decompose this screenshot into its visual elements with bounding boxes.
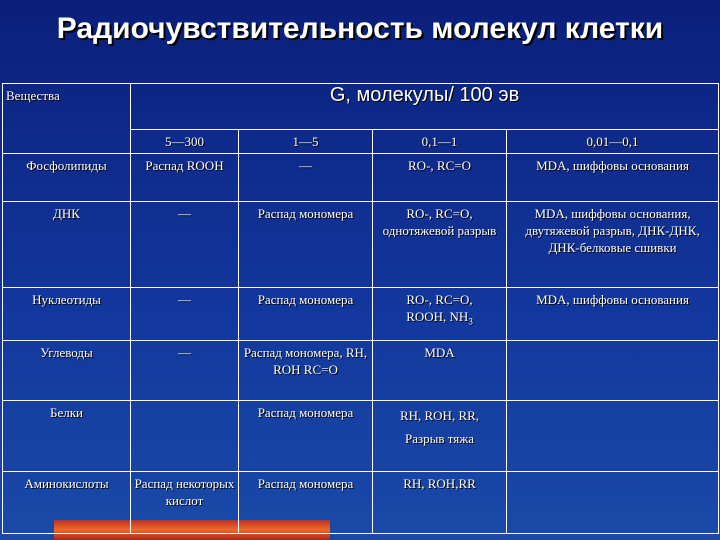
cell-col1: — [131,202,239,288]
subheader-4: 0,01—0,1 [507,130,719,154]
cell-col3 [373,401,507,472]
cell-col1: — [131,288,239,341]
subheader-1: 5—300 [131,130,239,154]
cell-col3-line1: RO-, RC=O, [406,292,473,307]
cell-col4: MDA, шиффовы основания [507,288,719,341]
cell-col2: Распад мономера [239,202,373,288]
table-row [3,341,719,401]
table-header-row [3,84,719,130]
cell-col3: RH, ROH,RR [373,472,507,534]
table-row [3,288,719,341]
row-substance: ДНК [3,202,131,288]
table-row [3,401,719,472]
cell-col3-line2: ROOH, NH [406,309,469,324]
corner-header: Вещества [3,84,131,154]
cell-col1: Распад ROOH [131,154,239,202]
table-row [3,202,719,288]
cell-col3: MDA [373,341,507,401]
cell-col3: RO-, RC=O [373,154,507,202]
cell-col4 [507,401,719,472]
row-substance: Нуклеотиды [3,288,131,341]
cell-col3-line2: Разрыв тяжа [405,431,474,446]
slide-title: Радиочувствительность молекул клетки [56,12,664,45]
radiosensitivity-table [2,83,719,534]
cell-col4 [507,341,719,401]
cell-col2: Распад мономера [239,401,373,472]
subheader-2: 1—5 [239,130,373,154]
subscript: 3 [468,316,473,327]
main-header: G, молекулы/ 100 эв [131,84,719,130]
cell-col3: RO-, RC=O, однотяжевой разрыв [373,202,507,288]
row-substance: Белки [3,401,131,472]
row-substance: Фосфолипиды [3,154,131,202]
table-row [3,472,719,534]
row-substance: Аминокислоты [3,472,131,534]
cell-col3 [373,288,507,341]
cell-col1 [131,401,239,472]
cell-col3-line1: RH, ROH, RR, [399,408,480,423]
cell-col4 [507,472,719,534]
cell-col2: Распад мономера, RH, ROH RC=O [239,341,373,401]
row-substance: Углеводы [3,341,131,401]
cell-col2: — [239,154,373,202]
subheader-3: 0,1—1 [373,130,507,154]
table-row [3,154,719,202]
cell-col4: MDA, шиффовы основания [507,154,719,202]
cell-col1: Распад некоторых кислот [131,472,239,534]
cell-col4: MDA, шиффовы основания, двутяжевой разрыв, ДНК-ДНК, ДНК-белковые сшивки [507,202,719,288]
cell-col2: Распад мономера [239,472,373,534]
cell-col1: — [131,341,239,401]
cell-col2: Распад мономера [239,288,373,341]
